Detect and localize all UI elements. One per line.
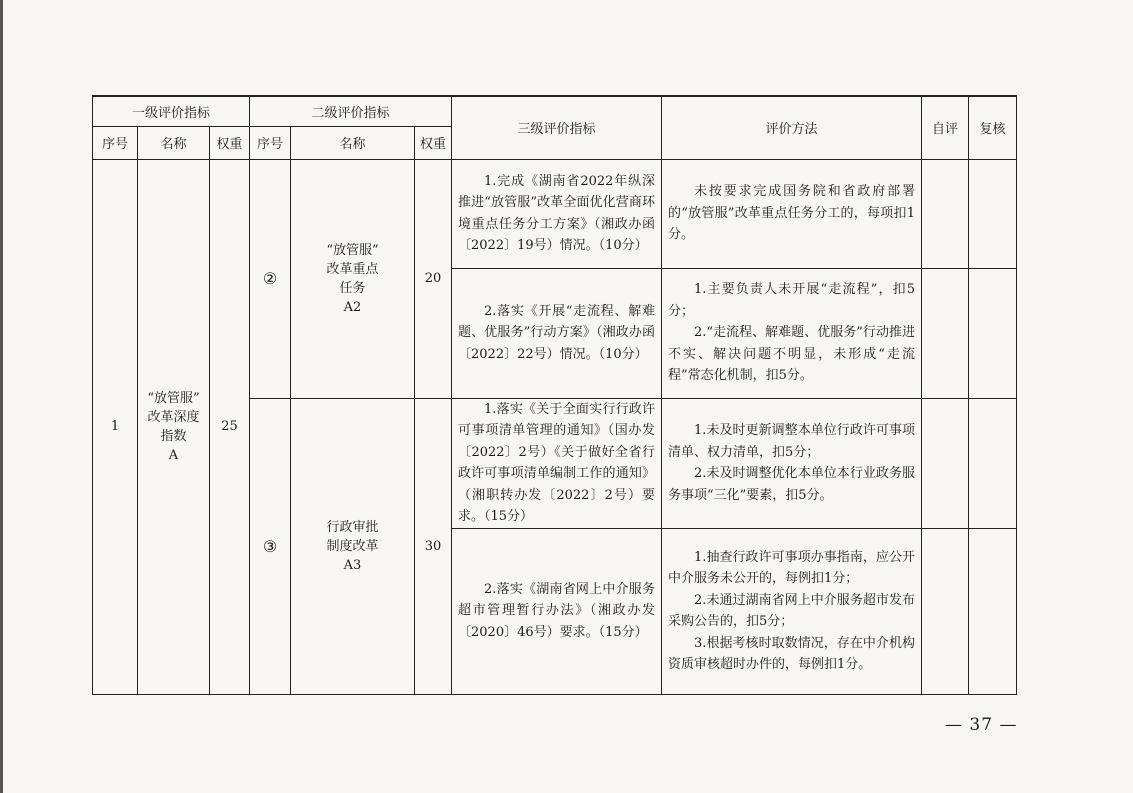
review-cell[interactable] [969,268,1017,398]
self-eval-cell[interactable] [922,398,969,528]
level1-no: 1 [93,159,138,694]
level2-no: ② [250,159,291,398]
level2-weight: 30 [415,398,452,694]
self-eval-header: 自评 [922,96,969,159]
method-text: 2.未通过湖南省网上中介服务超市发布采购公告的，扣5分； [668,592,915,629]
level1-no-header: 序号 [93,126,138,159]
method-cell [662,528,922,694]
method-cell [662,159,922,268]
review-cell[interactable] [969,528,1017,694]
level1-name-line: A [168,447,179,463]
level2-weight-header: 权重 [415,126,452,159]
level2-name-line: 改革重点 [326,261,379,277]
method-text: 1.未及时更新调整本单位行政许可事项清单、权力清单，扣5分； [668,423,915,460]
level2-name-line: A3 [343,557,362,573]
indicator-cell [452,528,662,694]
method-text: 2.未及时调整优化本单位本行业政务服务事项“三化”要素，扣5分。 [668,466,915,503]
level3-header: 三级评价指标 [452,96,662,159]
indicator-cell [452,268,662,398]
indicator-cell [452,159,662,268]
header-row-1 [93,96,1017,126]
level1-weight: 25 [210,159,250,694]
indicator-text: 1.落实《关于全面实行行政许可事项清单管理的通知》（国办发〔2022〕2号）《关于做好全省行政许可事项清单编制工作的通知》（湘职转办发〔2022〕2号）要求。（15分） [458,401,655,524]
level2-name-line: A2 [343,299,362,315]
level2-name [291,398,415,694]
level2-weight: 20 [415,159,452,398]
page-number: — 37 — [945,715,1018,735]
page-edge [0,0,3,793]
evaluation-table [92,95,1017,695]
level2-no: ③ [250,398,291,694]
level1-name-line: 指数 [160,428,187,444]
review-header: 复核 [969,96,1017,159]
method-text: 1.抽查行政许可事项办事指南，应公开中介服务未公开的，每例扣1分； [668,549,915,586]
method-text: 1.主要负责人未开展“走流程”，扣5分； [668,282,915,319]
level1-weight-header: 权重 [210,126,250,159]
level2-name [291,159,415,398]
method-text: 3.根据考核时取数情况，存在中介机构资质审核超时办件的，每例扣1分。 [668,635,915,672]
level2-name-header: 名称 [291,126,415,159]
level1-name [138,159,210,694]
level1-header: 一级评价指标 [93,96,250,126]
indicator-text: 1.完成《湖南省2022年纵深推进“放管服”改革全面优化营商环境重点任务分工方案》（湘政办函〔2022〕19号）情况。（10分） [458,173,655,253]
level2-name-line: 制度改革 [326,538,379,554]
method-text: 未按要求完成国务院和省政府部署的“放管服”改革重点任务分工的，每项扣1分。 [668,184,915,243]
level2-no-header: 序号 [250,126,291,159]
self-eval-cell[interactable] [922,159,969,268]
method-text: 2.“走流程、解难题、优服务”行动推进不实、解决问题不明显，未形成“走流程”常态化机制，扣5分。 [668,325,915,384]
self-eval-cell[interactable] [922,268,969,398]
method-header: 评价方法 [662,96,922,159]
table-row [93,159,1017,268]
indicator-text: 2.落实《开展“走流程、解难题、优服务”行动方案》（湘政办函〔2022〕22号）情况。（10分） [458,303,655,362]
method-cell [662,398,922,528]
indicator-cell [452,398,662,528]
level2-name-line: 任务 [339,280,366,296]
level2-name-line: “放管服” [326,242,379,258]
level1-name-line: 改革深度 [147,409,200,425]
level1-name-header: 名称 [138,126,210,159]
level2-name-line: 行政审批 [326,519,379,535]
indicator-text: 2.落实《湖南省网上中介服务超市管理暂行办法》（湘政办发〔2020〕46号）要求。（15分） [458,581,655,640]
level2-header: 二级评价指标 [250,96,452,126]
review-cell[interactable] [969,398,1017,528]
self-eval-cell[interactable] [922,528,969,694]
review-cell[interactable] [969,159,1017,268]
method-cell [662,268,922,398]
level1-name-line: “放管服” [147,390,200,406]
